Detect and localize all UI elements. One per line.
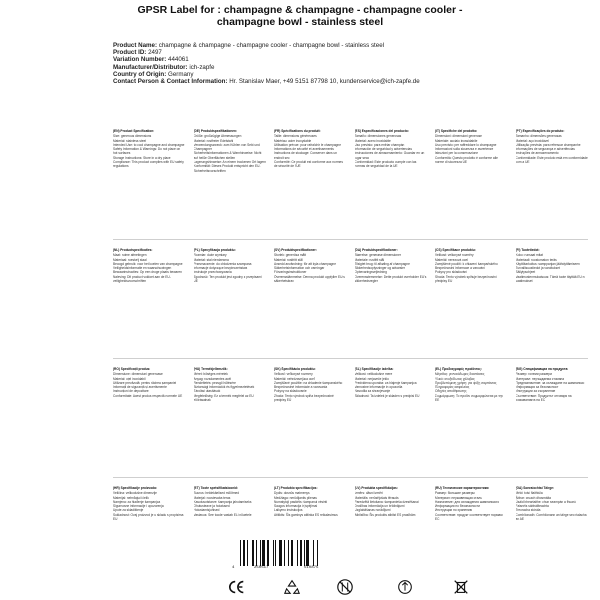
spec-cell-heading: (IT) Specifiche del prodotto:	[435, 129, 478, 133]
spec-cell-line: Material: rostfreier Edelstahl	[193, 138, 234, 143]
spec-cell-line: Storlek: generösa mått	[274, 253, 307, 258]
spec-cell-heading: (EN) Product Specification:	[113, 129, 155, 133]
spec-cell-heading: (NL) Productspecificaties:	[113, 248, 153, 252]
spec-cell-line: Bezpečnostné informácie a varovania	[274, 385, 328, 390]
spec-cell-line: Инструкции по хранению	[435, 508, 473, 513]
spec-cell-line: Sukladnost: Ovaj proizvod je u skladu s propisima EU	[113, 512, 184, 522]
spec-cell-line: Material: oțel inoxidabil	[113, 376, 146, 381]
spec-cell-line: Предназначение: за охлаждане на шампанско	[515, 380, 585, 385]
spec-cell-line: Uzglabāšanas norādījumi	[354, 508, 391, 513]
barcode-bar	[297, 540, 298, 566]
spec-cell-line: Informações de segurança e advertências	[515, 147, 575, 152]
spec-cell-line: Utilizare prevăzută: pentru răcirea șampaniei	[113, 380, 177, 385]
spec-cell-line: Laikymo instrukcijos	[274, 508, 303, 513]
spec-cell-line: Conformité: Ce produit est conforme aux normes de sécurité de l'UE	[274, 160, 343, 169]
title-line-2: champagne bowl - stainless steel	[216, 16, 384, 28]
spec-cell	[355, 129, 428, 229]
spec-cell-line: Dydis: dosnūs matmenys	[274, 491, 310, 496]
spec-cell-line: Material: acero inoxidable	[354, 138, 391, 143]
spec-cell-line: Utilisation prévue: pour rafraîchir le champagne	[274, 142, 341, 147]
spec-cell-line: Materiaali: ruostumaton teräs	[515, 257, 557, 262]
spec-cell-line: Størrelse: generøse dimensioner	[354, 253, 401, 258]
spec-cell-line: Izmērs: dāsni izmēri	[354, 491, 383, 496]
spec-cell-heading: (CS) Specifikace produktu:	[435, 248, 476, 252]
spec-block-row	[113, 367, 588, 467]
spec-cell-line: Größe: großzügige Abmessungen	[193, 134, 242, 139]
barcode-bar	[288, 540, 289, 566]
spec-cell-line: Material: nerjaveče jeklo	[354, 376, 389, 381]
spec-cell-line: Istruzioni per la conservazione	[435, 151, 479, 156]
spec-cell-line: Turvallisuustiedot ja varoitukset	[515, 266, 560, 271]
spec-cell-line: Saugos informacija ir įspėjimai	[274, 504, 318, 509]
spec-cell-line: Informacje dotyczące bezpieczeństwa	[193, 266, 248, 271]
spec-cell-heading: (GA) Sonraíochtaí Táirge:	[515, 486, 555, 490]
spec-cell-line: Velikost: velkorysé rozměry	[435, 253, 474, 258]
spec-cell-line: Instrucciones de almacenamiento: Guardar en un lugar seco	[354, 151, 425, 160]
spec-cell-heading: (PL) Specyfikacja produktu:	[193, 248, 236, 252]
spec-cell	[516, 486, 589, 586]
spec-cell-line: Συμμόρφωση: Το προϊόν συμμορφώνεται με την ΕΕ	[435, 393, 503, 403]
barcode-bar	[300, 540, 302, 566]
spec-cell-line: Atitiktis: Šis gaminys atitinka ES reikalavimus	[274, 512, 338, 517]
spec-block-row	[113, 248, 588, 348]
spec-cell-line: Tilsigtet brug: til afkøling af champagne	[354, 261, 410, 266]
barcode-bar	[304, 540, 305, 566]
spec-cell	[274, 367, 347, 467]
spec-cell-line: Instrukcje przechowywania	[193, 270, 232, 275]
spec-cell-line: Πληροφορίες ασφαλείας	[435, 385, 470, 390]
spec-cell-line: Veiligheidsinformatie en waarschuwingen	[113, 266, 172, 271]
spec-cell-line: Material: stainless steel	[113, 138, 147, 143]
spec-cell-line: Úsáid bheartaithe: chun seampán a fhuarú	[515, 499, 576, 504]
spec-cell-line: Conformità: Questo prodotto è conforme alle norme di sicurezza UE	[435, 155, 498, 165]
spec-cell-heading: (LT) Produkto specifikacijos:	[274, 486, 318, 490]
spec-cell-line: Material: rostfritt stål	[274, 257, 303, 262]
spec-cell-line: Μέγεθος: γενναιόδωρες διαστάσεις	[435, 372, 485, 377]
spec-cell-line: Velikost: velikodušne mere	[354, 372, 393, 377]
barcode-bar	[260, 540, 261, 566]
barcode-bar	[279, 540, 282, 566]
meta-row-country-of-origin: Country of Origin: Germany	[113, 70, 194, 78]
spec-cell-heading: (RO) Specificații produs:	[113, 367, 151, 371]
spec-cell-line: Sicherheitsinformationen & Warnhinweise: Nicht auf heiße Oberflächen stellen	[193, 151, 262, 160]
barcode-bar	[243, 540, 245, 566]
barcode-bar	[262, 540, 265, 566]
spec-cell-heading: (ES) Especificaciones del producto:	[354, 129, 409, 133]
spec-cell-line: Размер: большие размеры	[435, 491, 475, 496]
spec-cell-line: Pokyny pro skladování	[435, 270, 468, 275]
spec-cell-line: Lagerungshinweise: An einem trockenen Ort lagern	[193, 160, 266, 165]
spec-cell-line: Opbevaringsvejledning	[354, 270, 387, 275]
spec-cell-line: Informazioni sulla sicurezza e avvertenze	[435, 147, 494, 152]
spec-cell	[355, 367, 428, 467]
spec-cell	[274, 248, 347, 348]
spec-cell-line: Инструкции за съхранение	[515, 389, 556, 394]
spec-block-row	[113, 129, 588, 229]
meta-row-contact: Contact Person & Contact Information: Hr. Stanislav Maer, +49 5151 87798 10, kundenservice@ich-zapfe.de	[113, 78, 420, 86]
spec-cell-line: Instructions de stockage: Conserver dans un endroit sec	[274, 151, 338, 160]
spec-cell-line: Size: generous dimensions	[113, 134, 152, 139]
spec-cell	[435, 129, 508, 229]
spec-cell-line: Materiāls: nerūsējošais tērauds	[354, 495, 399, 500]
spec-cell-line: Conformitate: Acest produs respectă normele UE	[113, 393, 183, 398]
spec-cell-line: Информация за безопасност	[515, 385, 559, 390]
spec-cell-line: Méid: toisí flaithiúla	[515, 491, 543, 496]
spec-cell-line: Biztonsági információk és figyelmeztetések	[193, 385, 255, 390]
spec-cell-heading: (HR) Specifikacije proizvoda:	[113, 486, 157, 490]
meta-row-variation-number: Variation Number: 444061	[113, 56, 189, 64]
spec-cell-heading: (SL) Specifikacije izdelka:	[354, 367, 394, 371]
spec-cell-heading: (SV) Produktspecifikationer:	[274, 248, 317, 252]
spec-cell-line: Bewaarinstructies: Op een droge plaats bewaren	[113, 270, 182, 275]
meta-row-product-id: Product ID: 2497	[113, 49, 162, 57]
spec-cell-heading: (BG) Спецификации на продукта:	[515, 367, 569, 371]
spec-cell-line: Uso previsto: per raffreddare lo champagne	[435, 142, 497, 147]
spec-cell-line: Medžiaga: nerūdijantis plienas	[274, 495, 317, 500]
spec-cell-line: Anyag: rozsdamentes acél	[193, 376, 232, 381]
spec-cell-line: Förvaringsinstruktioner	[274, 270, 307, 275]
spec-cell-line: Megfelelőség: Ez a termék megfelel az EU előírásainak	[193, 393, 254, 403]
spec-cell-line: Storage Instructions: Store in a dry place	[113, 155, 171, 160]
spec-cell	[516, 248, 589, 348]
meta-row-product-name: Product Name: champagne & champagne - champagne cooler - champagne bowl - stainless steel	[113, 42, 385, 49]
spec-cell-line: Överensstämmelse: Denna produkt uppfyller EU:s säkerhetskrav	[274, 274, 345, 284]
spec-cell	[113, 367, 186, 467]
spec-cell-line: Utilização prevista: para refrescar champanhe	[515, 142, 581, 147]
spec-cell-line: Treoracha stórála	[515, 508, 541, 513]
barcode-bar	[273, 540, 274, 566]
spec-cell-line: Размер: големи размери	[515, 372, 552, 377]
spec-cell-line: Materiaal: roestvrij staal	[113, 257, 147, 262]
spec-cell-line: Säkerhetsinformation och varningar	[274, 266, 325, 271]
spec-cell-heading: (EL) Προδιαγραφές προϊόντος:	[435, 367, 483, 371]
spec-cell-line: Intended Use: to cool champagne and champagne	[113, 142, 185, 147]
spec-cell-line: Comhlíonadh: Comhlíonann an táirge seo rialacha an AE	[515, 512, 587, 522]
spec-cell-line: Назначение: для охлаждения шампанского	[435, 499, 500, 504]
spec-cell	[516, 367, 589, 467]
spec-cell	[113, 248, 186, 348]
barcode-bar	[275, 540, 276, 566]
spec-cell-line: Beoogd gebruik: voor het koelen van champagne	[113, 261, 183, 266]
spec-cell-line: Käyttötarkoitus: samppanjan jäähdyttämiseen	[515, 261, 580, 266]
spec-cell-line: Dimensioni: dimensioni generose	[435, 134, 482, 139]
spec-cell-line: Taille: dimensions généreuses	[274, 134, 317, 139]
spec-cell-line: Съответствие: Продуктът отговаря на изискванията на ЕС	[515, 393, 572, 403]
spec-cell-line: Instruções de armazenamento	[515, 151, 559, 156]
spec-cell-line: Koko: runsaat mitat	[515, 253, 543, 258]
spec-cell-line: Hoiustamisjuhised	[193, 508, 220, 513]
spec-cell-line: Materijal: nehrđajući čelik	[113, 495, 149, 500]
spec-cell-line: Informations de sécurité et avertissements	[274, 147, 334, 152]
specification-grid	[113, 129, 588, 596]
spec-cell-heading: (PT) Especificações do produto:	[515, 129, 565, 133]
spec-cell-line: Veľkosť: veľkorysé rozmery	[274, 372, 313, 377]
spec-cell-heading: (DA) Produktspecifikationer:	[354, 248, 398, 252]
spec-cell-line: Skladnost: Ta izdelek je skladen s predpisi EU	[354, 393, 420, 398]
spec-cell-line: Materiał: stal nierdzewna	[193, 257, 229, 262]
spec-cell-line: Материал: нержавеющая сталь	[435, 495, 482, 500]
spec-cell-line: Verwendungszweck: zum Kühlen von Sekt und Champagner	[193, 142, 260, 152]
spec-cell-line: Bezpečnostní informace a varování	[435, 266, 485, 271]
spec-cell	[516, 129, 589, 229]
spec-cell-line: Atbilstība: Šis produkts atbilst ES prasībām	[354, 512, 416, 517]
crossed-out-bin-icon	[452, 578, 470, 596]
spec-cell-line: Faisnéis sábháilteachta	[515, 504, 549, 509]
block-divider	[113, 477, 588, 478]
spec-cell-line: Materiale: rustfrit stål	[354, 257, 385, 262]
barcode-bar	[313, 540, 314, 566]
product-meta	[113, 42, 533, 85]
spec-cell-line: Suurus: heldekäelised mõõtmed	[193, 491, 240, 496]
spec-cell-line: Materiál: nehrdzavejúca oceľ	[274, 376, 315, 381]
barcode-bar	[252, 540, 254, 566]
spec-cell	[194, 248, 267, 348]
spec-cell-line: Dimensiune: dimensiuni generoase	[113, 372, 163, 377]
spec-cell	[355, 248, 428, 348]
spec-cell-line: Zhoda: Tento výrobok spĺňa bezpečnostné predpisy EÚ	[274, 393, 334, 403]
spec-cell-line: Vastavus: See toode vastab ELi nõuetele	[193, 512, 252, 517]
barcode-bar	[240, 540, 241, 566]
block-divider	[113, 358, 588, 359]
spec-cell-line: Conformidad: Este producto cumple con las normas de seguridad de la UE	[354, 160, 417, 169]
spec-cell-line: Paredzētā lietošana: šampanieša dzesēšanai	[354, 499, 419, 504]
spec-cell-heading: (FI) Tuotetiedot:	[515, 248, 540, 252]
ce-mark-icon	[228, 578, 246, 596]
spec-cell	[355, 486, 428, 586]
spec-cell-line: Naleving: Dit product voldoet aan de EU-veiligheidsvoorschriften	[113, 274, 171, 284]
barcode-bar	[247, 540, 248, 566]
spec-cell-line: Matériau: acier inoxydable	[274, 138, 312, 143]
barcode-bar	[291, 540, 293, 566]
meta-row-manufacturer: Manufacturer/Distributor: ich-zapfe	[113, 63, 215, 71]
title-line-1: GPSR Label for : champagne & champagne - champagne cooler -	[137, 4, 463, 16]
spec-cell-line: Navodila za shranjevanje	[354, 389, 391, 394]
barcode-bar	[256, 540, 257, 566]
spec-cell-line: Sikkerhedsoplysninger og advarsler	[354, 266, 405, 271]
spec-cell-line: Konformität: Dieses Produkt entspricht den EU-Sicherheitsvorschriften	[193, 164, 261, 173]
spec-cell-line: Varnostne informacije in opozorila	[354, 385, 403, 390]
spec-cell	[194, 129, 267, 229]
spec-cell-line: Kasutusotstarve: šampanja jahutamiseks	[193, 499, 252, 504]
spec-cell-line: Tamaño: dimensiones generosas	[354, 134, 402, 139]
spec-cell-line: Materiál: nerezová ocel	[435, 257, 468, 262]
spec-cell-line: Информация по безопасности	[435, 504, 480, 509]
spec-cell-line: Przeznaczenie: do chłodzenia szampana	[193, 261, 252, 266]
barcode-bar	[284, 540, 285, 566]
spec-cell-heading: (HU) Termékjellemzők:	[193, 367, 228, 371]
spec-cell-heading: (FR) Spécifications du produit:	[274, 129, 321, 133]
spec-cell-line: Rozmiar: duże wymiary	[193, 253, 227, 258]
spec-cell-line: Predvidena uporaba: za hlajenje šampanjca	[354, 380, 417, 385]
block-divider	[113, 239, 588, 240]
barcode-left-digit: 4	[232, 566, 235, 570]
spec-cell-line: Zamýšľané použitie: na chladenie šampanského	[274, 380, 343, 385]
spec-cell-line: Avsedd användning: för att kyla champagne	[274, 261, 336, 266]
spec-cell-line: Uso previsto: para enfriar champán	[354, 142, 405, 147]
spec-cell	[194, 367, 267, 467]
spec-cell	[435, 486, 508, 586]
spec-cell-line: Zgodność: Ten produkt jest zgodny z przepisami UE	[193, 274, 262, 284]
spec-cell-line: Overensstemmelse: Dette produkt overholder EU's sikkerhedsregler	[354, 274, 427, 284]
spec-cell-line: Material: aço inoxidável	[515, 138, 549, 143]
spec-cell-line: Vaatimustenmukaisuus: Tämä tuote täyttää EU:n vaatimukset	[515, 274, 585, 284]
spec-cell-line: Säilytysohjeet	[515, 270, 536, 275]
spec-cell-line: Соответствие: продукт соответствует нормам ЕС	[435, 512, 503, 522]
spec-cell-line: Ohutusteave ja hoiatused	[193, 504, 230, 509]
spec-cell-line: Numatytoji paskirtis: šampanui vėsinti	[274, 499, 328, 504]
ean-barcode	[232, 540, 352, 574]
barcode-bar	[317, 540, 318, 566]
spec-cell-line: Материал: неръждаема стомана	[515, 376, 565, 381]
spec-cell-line: Sigurnosne informacije i upozorenja	[113, 504, 164, 509]
spec-cell-line: Veličina: velikodušne dimenzije	[113, 491, 157, 496]
spec-cell-line: Información de seguridad y advertencias	[354, 147, 412, 152]
spec-cell-heading: (ET) Toote spetsifikatsioonid:	[193, 486, 239, 490]
spec-cell-line: Rendeltetés: pezsgő hűtésére	[193, 380, 236, 385]
barcode-group-2: 510875	[304, 566, 319, 570]
spec-cell-line: Informații de siguranță și avertismente	[113, 385, 167, 390]
barcode-bars	[240, 540, 344, 566]
barcode-group-1: 250517	[254, 566, 269, 570]
spec-cell-line: Υλικό: ανοξείδωτος χάλυβας	[435, 376, 475, 381]
spec-cell-line: Conformidade: Este produto está em conformidade com a UE	[515, 155, 588, 165]
spec-cell	[113, 129, 186, 229]
compliance-icons	[0, 578, 600, 598]
spec-cell-line: Instrucțiuni de depozitare	[113, 389, 149, 394]
barcode-bar	[306, 540, 309, 566]
spec-cell-line: Namjena: za hlađenje šampanjca	[113, 499, 161, 504]
spec-cell-line: Zamýšlené použití: k chlazení šampaňského	[435, 261, 498, 266]
spec-cell-line: Méret: bőséges méretek	[193, 372, 228, 377]
recycling-arrows-icon	[283, 578, 301, 596]
spec-cell	[274, 129, 347, 229]
spec-cell-line: Safety Information & Warnings: Do not place on hot surfaces	[113, 147, 181, 156]
spec-cell-line: Materiale: acciaio inossidabile	[435, 138, 478, 143]
spec-cell-line: Tamanho: dimensões generosas	[515, 134, 562, 139]
spec-cell-heading: (DE) Produktspezifikationen:	[193, 129, 238, 133]
spec-cell-line: Pokyny na skladovanie	[274, 389, 307, 394]
paper-recycling-icon	[396, 578, 414, 596]
spec-cell-heading: (SK) Špecifikácia produktu:	[274, 367, 316, 371]
spec-cell-line: Tárolási utasítások	[193, 389, 221, 394]
spec-cell	[435, 367, 508, 467]
spec-cell-line: Drošības informācija un brīdinājumi	[354, 504, 405, 509]
no-food-contact-icon	[336, 578, 354, 596]
spec-cell-line: Maat: ruime afmetingen	[113, 253, 147, 258]
spec-cell-line: Οδηγίες αποθήκευσης	[435, 389, 467, 394]
spec-cell-line: Προβλεπόμενη χρήση: για ψύξη σαμπάνιας	[435, 380, 497, 385]
page-title	[60, 4, 540, 28]
spec-cell	[435, 248, 508, 348]
spec-cell	[113, 486, 186, 586]
spec-cell-heading: (RU) Технические характеристики:	[435, 486, 490, 490]
spec-cell-line: Materjal: roostevaba teras	[193, 495, 231, 500]
spec-cell-line: Ábhar: cruach dhosmálta	[515, 495, 551, 500]
spec-cell-line: Compliance: This product complies with EU safety regulations	[113, 160, 184, 169]
spec-cell-heading: (LV) Produkta specifikācijas:	[354, 486, 398, 490]
spec-cell-line: Upute za skladištenje	[113, 508, 144, 513]
spec-cell-line: Shoda: Tento výrobek splňuje bezpečnostní předpisy EU	[435, 274, 497, 284]
barcode-bar	[267, 540, 269, 566]
